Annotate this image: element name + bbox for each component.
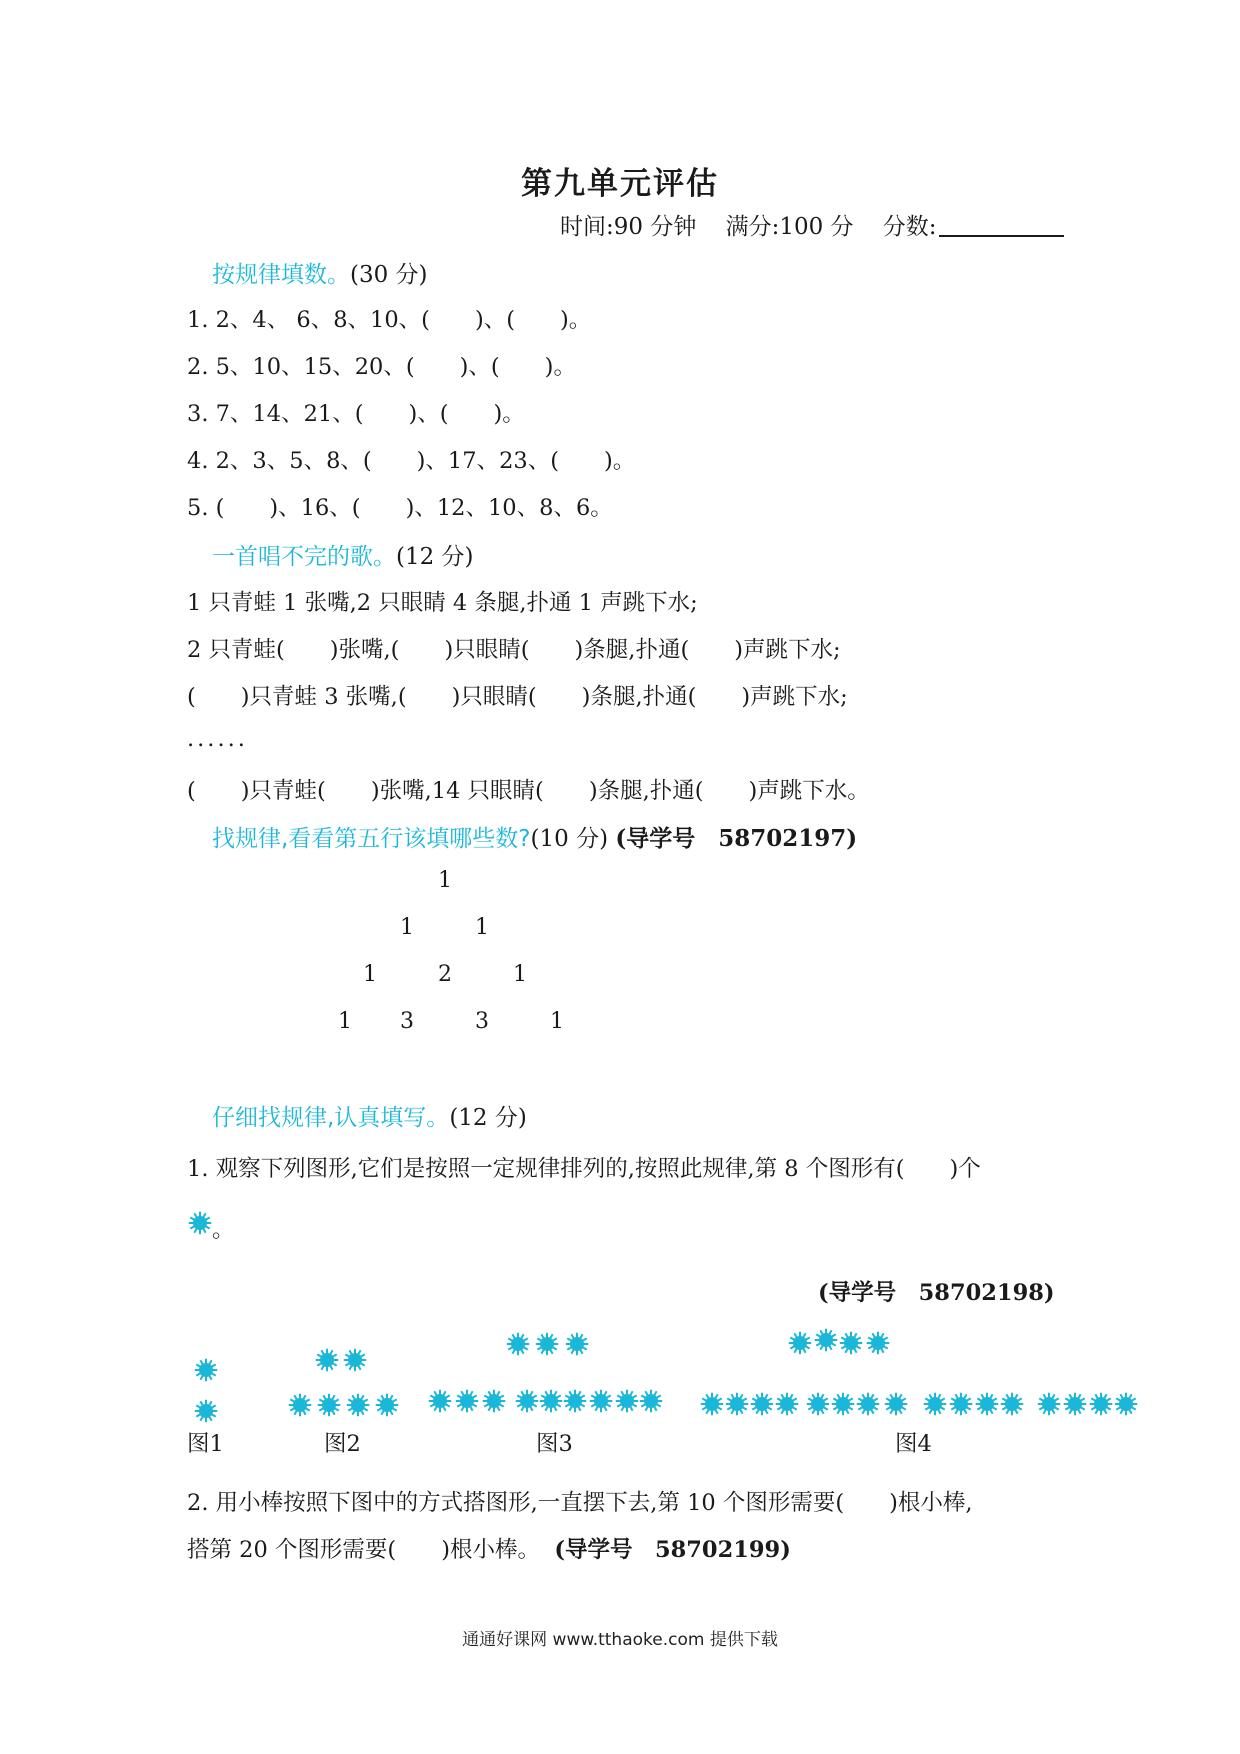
figure-label: 图2 <box>324 1431 361 1457</box>
sun-icon <box>1115 1393 1138 1416</box>
figure-label: 图3 <box>536 1431 573 1457</box>
sun-icon <box>516 1390 539 1413</box>
page-title: 第九单元评估 <box>521 166 719 202</box>
sun-icon <box>885 1393 908 1416</box>
song-line: 2 只青蛙( )张嘴,( )只眼睛( )条腿,扑通( )声跳下水; <box>187 637 841 663</box>
sun-icon <box>815 1329 838 1352</box>
sun-icon <box>726 1393 749 1416</box>
sun-icon <box>344 1349 367 1372</box>
sun-icon <box>429 1390 452 1413</box>
triangle-number: 1 <box>438 868 452 893</box>
sun-icon <box>564 1390 587 1413</box>
footer-credit: 通通好课网 www.tthaoke.com 提供下载 <box>462 1630 778 1650</box>
triangle-number: 1 <box>475 915 489 940</box>
sun-icon <box>1090 1393 1113 1416</box>
sun-icon <box>924 1393 947 1416</box>
triangle-number: 1 <box>338 1009 352 1034</box>
sun-icon <box>318 1394 341 1417</box>
triangle-number: 3 <box>400 1009 414 1034</box>
q2-text: 搭第 20 个图形需要( )根小棒。 (导学号 58702199) <box>187 1537 791 1563</box>
triangle-number: 2 <box>438 962 452 987</box>
s1-item: 4. 2、3、5、8、( )、17、23、( )。 <box>187 448 636 474</box>
sun-icon <box>840 1332 863 1355</box>
triangle-number: 1 <box>513 962 527 987</box>
full-score: 满分:100 分 <box>725 214 854 240</box>
section-1-heading: 按规律填数。(30 分) <box>212 262 428 288</box>
triangle-number: 1 <box>400 915 414 940</box>
s1-item: 1. 2、4、 6、8、10、( )、( )。 <box>187 307 592 333</box>
sun-icon <box>540 1390 563 1413</box>
sun-icon <box>751 1393 774 1416</box>
score-label: 分数: <box>882 214 937 240</box>
triangle-number: 3 <box>475 1009 489 1034</box>
sun-icon <box>316 1349 339 1372</box>
song-ellipsis: ...... <box>187 726 248 752</box>
sun-icon <box>195 1400 218 1423</box>
triangle-number: 1 <box>363 962 377 987</box>
sun-icon <box>832 1393 855 1416</box>
sun-icon <box>1038 1393 1061 1416</box>
sun-icon <box>640 1390 663 1413</box>
section-3-heading: 找规律,看看第五行该填哪些数?(10 分) (导学号 58702197) <box>212 825 858 852</box>
song-line: 1 只青蛙 1 张嘴,2 只眼睛 4 条腿,扑通 1 声跳下水; <box>187 590 698 616</box>
section-4-heading: 仔细找规律,认真填写。(12 分) <box>212 1105 527 1131</box>
section-2-heading: 一首唱不完的歌。(12 分) <box>212 544 474 570</box>
sun-icon <box>456 1390 479 1413</box>
guide-number: (导学号 58702197) <box>615 825 858 852</box>
song-line: ( )只青蛙( )张嘴,14 只眼睛( )条腿,扑通( )声跳下水。 <box>187 778 870 804</box>
q2-text: 2. 用小棒按照下图中的方式搭图形,一直摆下去,第 10 个图形需要( )根小棒, <box>187 1490 973 1516</box>
sun-icon <box>789 1332 812 1355</box>
sun-icon <box>195 1359 218 1382</box>
sun-icon <box>507 1333 530 1356</box>
s1-item: 5. ( )、16、( )、12、10、8、6。 <box>187 495 613 521</box>
q1-text: 1. 观察下列图形,它们是按照一定规律排列的,按照此规律,第 8 个图形有( )个 <box>187 1156 981 1182</box>
sun-icon <box>376 1394 399 1417</box>
sun-icon <box>701 1393 724 1416</box>
sun-icon <box>857 1393 880 1416</box>
sun-icon <box>950 1393 973 1416</box>
sun-icon <box>566 1333 589 1356</box>
sun-icon <box>590 1390 613 1413</box>
sun-icon <box>616 1390 639 1413</box>
sun-icon <box>536 1333 559 1356</box>
s1-item: 2. 5、10、15、20、( )、( )。 <box>187 354 576 380</box>
figure-label: 图4 <box>895 1431 932 1457</box>
sun-icon <box>976 1393 999 1416</box>
q1-end: 。 <box>212 1217 235 1243</box>
s1-item: 3. 7、14、21、( )、( )。 <box>187 401 525 427</box>
sun-icon <box>867 1332 890 1355</box>
sun-icon <box>347 1394 370 1417</box>
guide-number: (导学号 58702198) <box>818 1280 1055 1306</box>
figure-label: 图1 <box>187 1431 224 1457</box>
time-limit: 时间:90 分钟 <box>560 214 697 240</box>
sun-icon <box>289 1394 312 1417</box>
sun-icon <box>1064 1393 1087 1416</box>
sun-icon <box>807 1393 830 1416</box>
song-line: ( )只青蛙 3 张嘴,( )只眼睛( )条腿,扑通( )声跳下水; <box>187 684 848 710</box>
sun-icon <box>776 1393 799 1416</box>
triangle-number: 1 <box>550 1009 564 1034</box>
sun-icon <box>1001 1393 1024 1416</box>
sun-icon <box>483 1390 506 1413</box>
guide-number: (导学号 58702199) <box>554 1537 791 1563</box>
sun-icon <box>189 1212 212 1235</box>
